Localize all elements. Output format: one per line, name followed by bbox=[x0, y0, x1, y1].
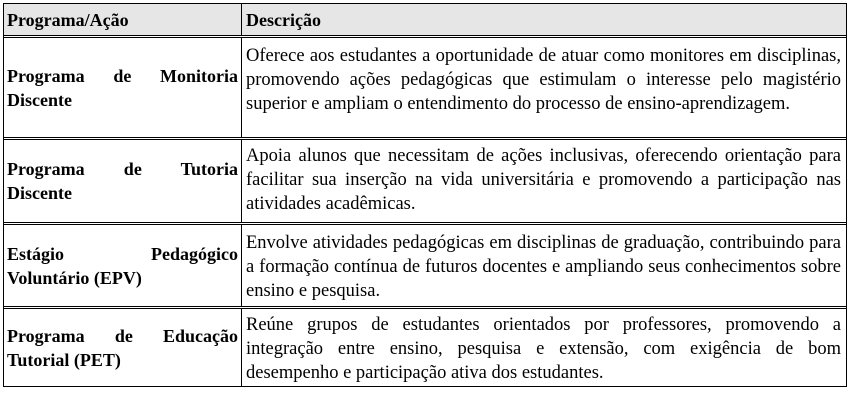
header-program: Programa/Ação bbox=[4, 4, 242, 35]
header-description: Descrição bbox=[246, 10, 321, 30]
programs-table bbox=[3, 3, 847, 387]
program-description: Apoia alunos que necessitam de ações inclusivas, oferecendo orientação para facilitar sua inserção na vida universitária e promovendo a participação nas atividades acadêmicas. bbox=[246, 146, 841, 214]
table-header-row bbox=[4, 4, 846, 35]
table-row bbox=[4, 137, 846, 222]
program-name: Estágio Pedagógico Voluntário (EPV) bbox=[4, 225, 242, 306]
program-description: Reúne grupos de estudantes orientados por professores, promovendo a integração entre ensino, pesquisa e extensão, com exigência de bom desempenho e participação ativa dos estudantes. bbox=[246, 315, 841, 383]
table-row bbox=[4, 35, 846, 137]
program-description: Oferece aos estudantes a oportunidade de atuar como monitores em disciplinas, promovendo ações pedagógicas que estimulam o interesse pelo magistério superior e ampliam o entendimento do processo de ensino-aprendizagem. bbox=[246, 46, 841, 114]
program-name: Programa de Tutoria Discente bbox=[4, 140, 242, 222]
table-row bbox=[4, 306, 846, 386]
program-name: Programa de Educação Tutorial (PET) bbox=[4, 309, 242, 386]
table-row bbox=[4, 222, 846, 306]
program-name: Programa de Monitoria Discente bbox=[4, 38, 242, 137]
program-description: Envolve atividades pedagógicas em disciplinas de graduação, contribuindo para a formação contínua de futuros docentes e ampliando seus conhecimentos sobre ensino e pesquisa. bbox=[246, 233, 841, 301]
